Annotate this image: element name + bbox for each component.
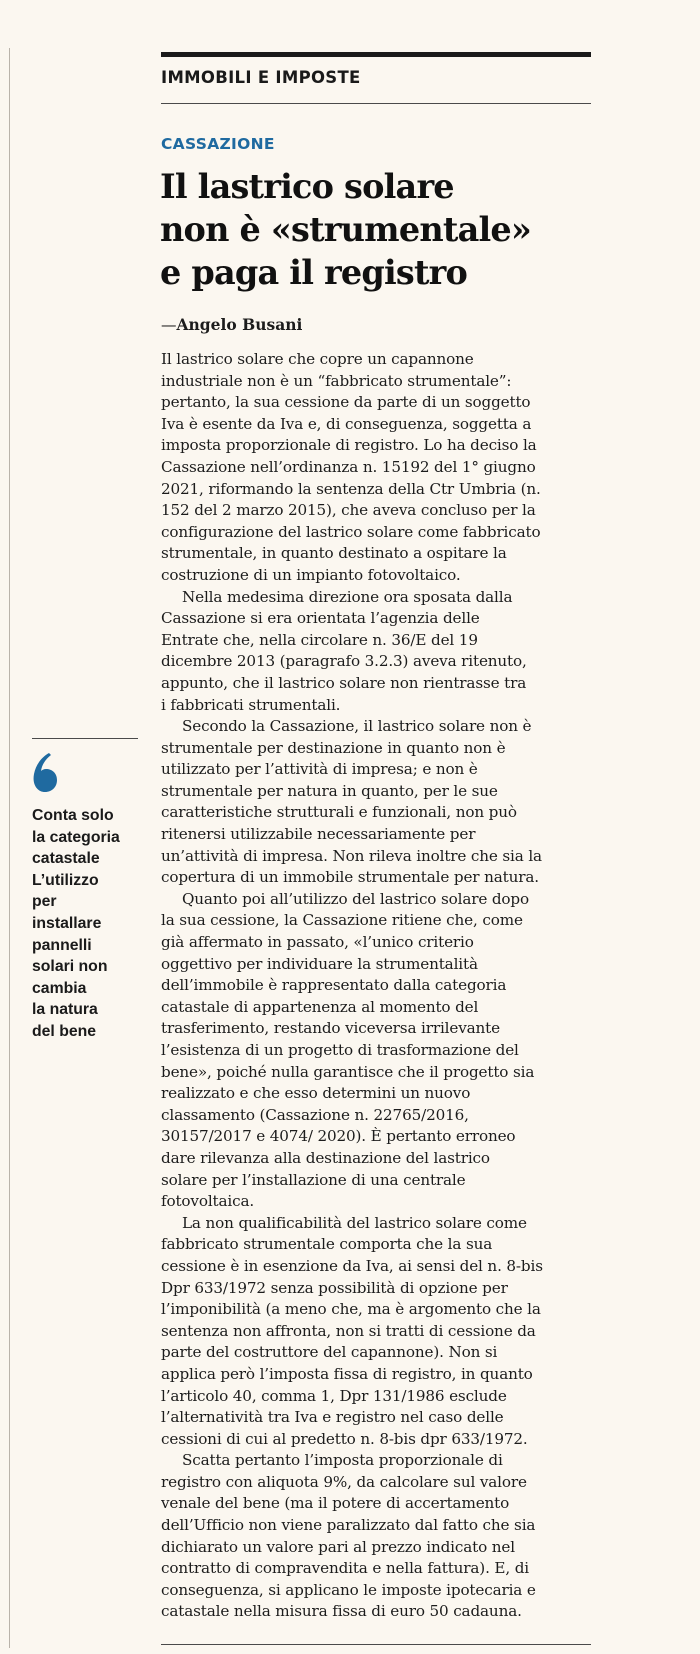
body-line: utilizzato per l’attività di impresa; e non è (161, 760, 478, 779)
body-line: catastale nella misura fissa di euro 50 cadauna. (161, 1602, 522, 1621)
pull-quote-line: catastale (32, 850, 100, 868)
body-line: ritenersi utilizzabile necessariamente per (161, 825, 476, 844)
byline-dash: — (161, 316, 177, 334)
body-line: sentenza non affronta, non si tratti di cessione da (161, 1321, 536, 1340)
pull-quote-line: cambia (32, 979, 87, 997)
body-line: Cassazione nell’ordinanza n. 15192 del 1° giugno (161, 457, 536, 476)
body-line: classamento (Cassazione n. 22765/2016, (161, 1105, 469, 1124)
body-line: la sua cessione, la Cassazione ritiene che, come (161, 911, 523, 930)
pull-quote-line: Conta solo (32, 807, 114, 824)
body-line: solare per l’installazione di una centrale (161, 1170, 466, 1189)
body-line: già affermato in passato, «l’unico criterio (161, 933, 474, 952)
body-line: dell’Ufficio non viene paralizzato dal fatto che sia (161, 1516, 536, 1535)
body-line: strumentale per natura in quanto, per le sue (161, 781, 498, 800)
body-line: industriale non è un “fabbricato strumentale”: (161, 371, 512, 390)
headline-line: non è «strumentale» (160, 210, 532, 249)
body-line: i fabbricati strumentali. (161, 695, 341, 714)
body-line: configurazione del lastrico solare come fabbricato (161, 522, 541, 541)
body-line: strumentale per destinazione in quanto non è (161, 738, 506, 757)
author-name: Angelo Busani (176, 315, 303, 334)
body-line: catastale di appartenenza al momento del (161, 997, 479, 1016)
body-line: Scatta pertanto l’imposta proporzionale di (182, 1451, 503, 1470)
body-line: pertanto, la sua cessione da parte di un soggetto (161, 393, 531, 412)
body-line: un’attività di impresa. Non rileva inoltre che sia la (161, 846, 542, 865)
body-line: strumentale, in quanto destinato a ospitare la (161, 544, 507, 563)
body-line: dare rilevanza alla destinazione del lastrico (161, 1148, 490, 1167)
pull-quote-rule (32, 738, 138, 739)
body-line: Nella medesima direzione ora sposata dalla (182, 587, 513, 606)
body-line: Iva è esente da Iva e, di conseguenza, soggetta a (161, 414, 532, 433)
pull-quote-line: installare (32, 914, 102, 932)
body-line: copertura di un immobile strumentale per natura. (161, 868, 539, 887)
pull-quote-line: pannelli (32, 936, 92, 954)
body-line: contratto di compravendita e nella fattura). E, di (161, 1559, 529, 1578)
body-line: cessione è in esenzione da Iva, ai sensi del n. 8-bis (161, 1256, 543, 1275)
body-line: realizzato e che esso determini un nuovo (161, 1084, 471, 1103)
body-line: dichiarato un valore pari al prezzo indicato nel (161, 1537, 515, 1556)
body-line: oggettivo per individuare la strumentalità (161, 954, 478, 973)
article-body (161, 349, 591, 1623)
pull-quote (32, 805, 142, 1043)
byline (161, 315, 302, 334)
body-line: 152 del 2 marzo 2015), che aveva concluso per la (161, 501, 536, 520)
headline-line: e paga il registro (160, 253, 468, 292)
body-line: registro con aliquota 9%, da calcolare sul valore (161, 1472, 527, 1491)
body-line: bene», poiché nulla garantisce che il progetto sia (161, 1062, 535, 1081)
body-line: l’imponibilità (a meno che, ma è argomento che la (161, 1300, 541, 1319)
body-line: La non qualificabilità del lastrico solare come (182, 1213, 527, 1232)
body-line: conseguenza, si applicano le imposte ipotecaria e (161, 1580, 536, 1599)
top-thick-rule (161, 52, 591, 57)
article-kicker: CASSAZIONE (161, 135, 275, 153)
body-line: dell’immobile è rappresentato dalla categoria (161, 976, 507, 995)
body-line: 2021, riformando la sentenza della Ctr Umbria (n. (161, 479, 541, 498)
body-line: Quanto poi all’utilizzo del lastrico solare dopo (182, 889, 529, 908)
headline-line: Il lastrico solare (160, 167, 454, 206)
left-column-rule (9, 48, 10, 1648)
section-rule (161, 103, 591, 104)
bottom-rule (161, 1644, 591, 1645)
body-line: l’articolo 40, comma 1, Dpr 131/1986 esclude (161, 1386, 507, 1405)
body-line: appunto, che il lastrico solare non rientrasse tra (161, 673, 527, 692)
body-line: fabbricato strumentale comporta che la sua (161, 1235, 493, 1254)
quote-mark-icon (30, 752, 62, 794)
pull-quote-line: la natura (32, 1001, 98, 1019)
body-line: Cassazione si era orientata l’agenzia delle (161, 609, 480, 628)
body-line: dicembre 2013 (paragrafo 3.2.3) aveva ritenuto, (161, 652, 527, 671)
body-line: caratteristiche strutturali e funzionali, non può (161, 803, 517, 822)
body-line: 30157/2017 e 4074/ 2020). È pertanto erroneo (161, 1127, 516, 1146)
body-line: Entrate che, nella circolare n. 36/E del 19 (161, 630, 478, 649)
body-line: l’alternatività tra Iva e registro nel caso delle (161, 1408, 504, 1427)
pull-quote-line: la categoria (32, 828, 120, 846)
pull-quote-line: solari non (32, 958, 108, 976)
body-line: costruzione di un impianto fotovoltaico. (161, 565, 461, 584)
body-line: imposta proporzionale di registro. Lo ha deciso la (161, 436, 537, 455)
body-line: l’esistenza di un progetto di trasformazione del (161, 1041, 519, 1059)
body-line: Secondo la Cassazione, il lastrico solare non è (182, 717, 532, 736)
body-line: trasferimento, restando viceversa irrilevante (161, 1019, 500, 1038)
article-headline (160, 165, 600, 294)
body-line: Dpr 633/1972 senza possibilità di opzione per (161, 1278, 508, 1297)
body-line: venale del bene (ma il potere di accertamento (161, 1494, 510, 1513)
body-line: parte del costruttore del capannone). Non si (161, 1343, 498, 1362)
pull-quote-line: per (32, 893, 57, 911)
pull-quote-line: L’utilizzo (32, 871, 99, 889)
body-line: fotovoltaica. (161, 1192, 255, 1211)
pull-quote-line: del bene (32, 1022, 97, 1040)
body-line: applica però l’imposta fissa di registro, in quanto (161, 1364, 533, 1383)
body-line: Il lastrico solare che copre un capannone (161, 350, 474, 368)
section-label: IMMOBILI E IMPOSTE (161, 68, 361, 87)
body-line: cessioni di cui al predetto n. 8-bis dpr 633/1972. (161, 1429, 528, 1448)
